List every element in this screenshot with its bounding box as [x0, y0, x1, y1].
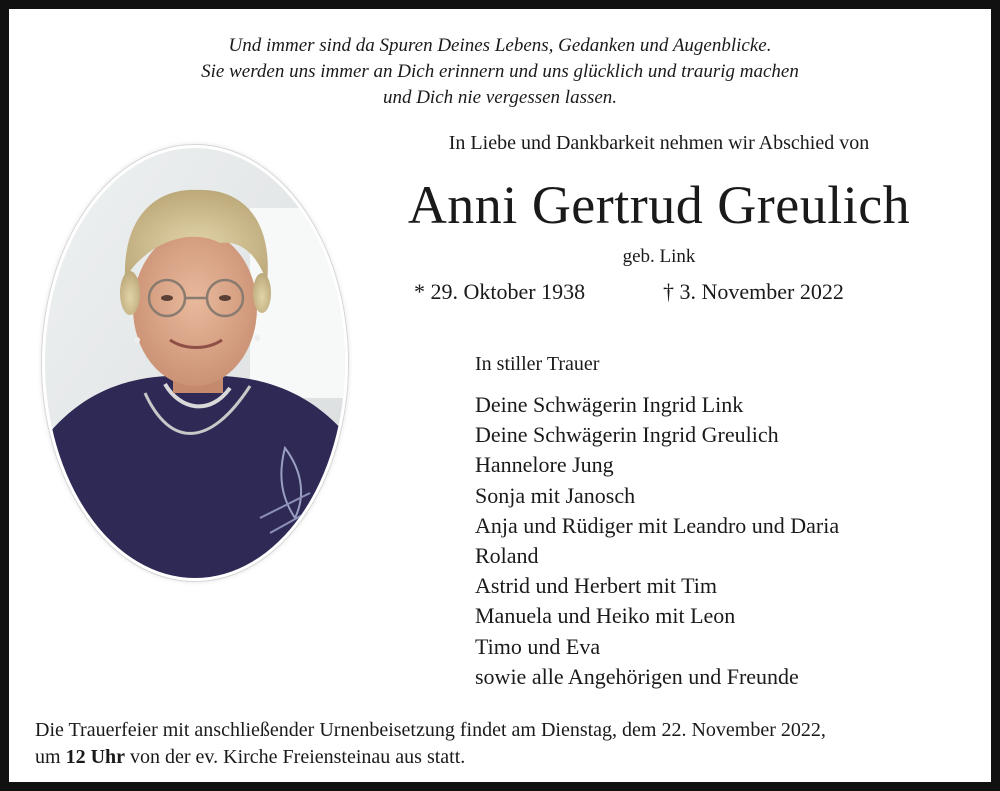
list-item: sowie alle Angehörigen und Freunde	[475, 663, 799, 689]
list-item: Astrid und Herbert mit Tim	[475, 573, 718, 599]
service-time: 12 Uhr	[65, 746, 126, 768]
poem-line-2: Sie werden uns immer an Dich erinnern und uns glücklich und traurig machen	[201, 61, 799, 82]
portrait-illustration	[45, 148, 345, 578]
service-prefix: um	[35, 746, 66, 768]
poem-line-3: und Dich nie vergessen lassen.	[382, 87, 618, 108]
list-item: Anja und Rüdiger mit Leandro und Daria	[475, 512, 840, 538]
deceased-name: Anni Gertrud Greulich	[407, 175, 911, 235]
list-item: Roland	[475, 543, 539, 569]
list-item: Manuela und Heiko mit Leon	[475, 603, 736, 629]
list-item: Hannelore Jung	[475, 452, 614, 478]
list-item: Sonja mit Janosch	[475, 482, 636, 508]
birth-name: geb. Link	[622, 246, 696, 267]
list-item: Deine Schwägerin Ingrid Link	[475, 392, 744, 417]
service-line-1: Die Trauerfeier mit anschließender Urnenbeisetzung findet am Dienstag, dem 22. November 2022,	[35, 719, 826, 741]
service-suffix: von der ev. Kirche Freiensteinau aus statt.	[125, 746, 466, 768]
service-line-2	[35, 744, 826, 771]
birth-date: * 29. Oktober 1938	[414, 279, 586, 304]
death-date: † 3. November 2022	[663, 279, 844, 304]
memorial-poem	[9, 33, 991, 111]
portrait-photo	[42, 145, 348, 581]
list-item: Deine Schwägerin Ingrid Greulich	[475, 422, 779, 448]
mourning-heading: In stiller Trauer	[475, 353, 600, 375]
list-item: Timo und Eva	[475, 633, 601, 659]
funeral-service-info	[35, 717, 826, 771]
poem-line-1: Und immer sind da Spuren Deines Lebens, Gedanken und Augenblicke.	[228, 35, 772, 56]
farewell-intro: In Liebe und Dankbarkeit nehmen wir Abschied von	[448, 132, 870, 154]
mourners-list	[475, 390, 839, 692]
